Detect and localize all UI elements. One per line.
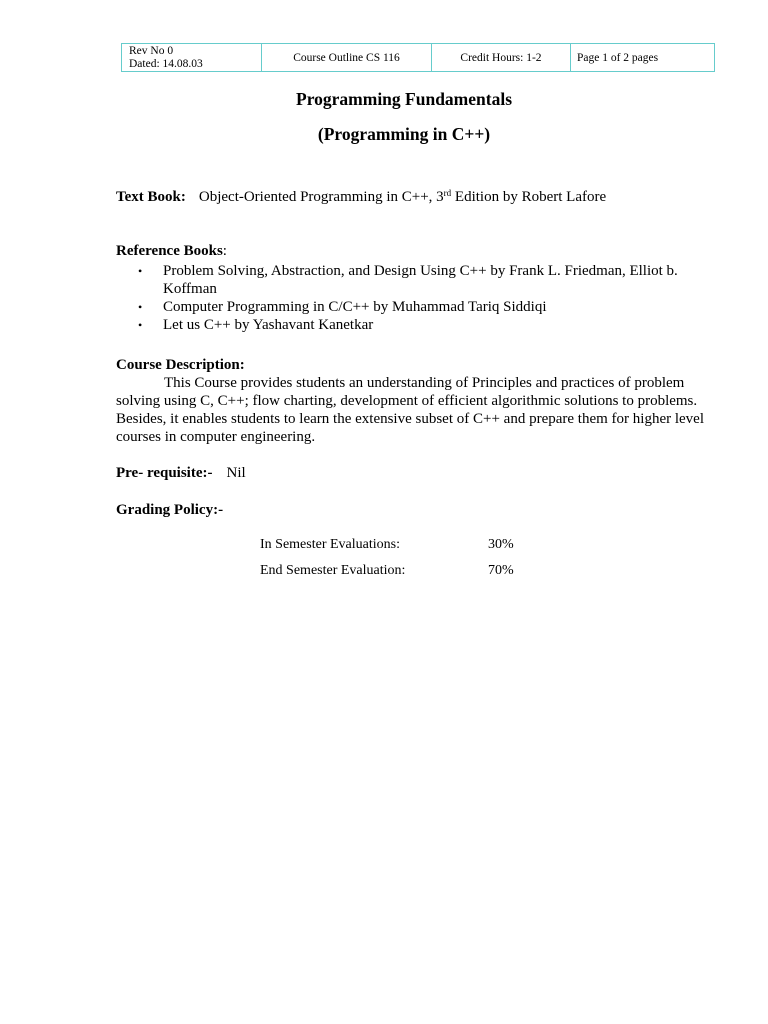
- reference-book-text: Computer Programming in C/C++ by Muhammad Tariq Siddiqi: [163, 299, 547, 315]
- reference-books-colon: :: [222, 243, 227, 259]
- grading-row-value: 70%: [488, 563, 514, 578]
- page-title: Programming Fundamentals: [296, 89, 512, 109]
- grading-row-label: In Semester Evaluations:: [260, 537, 400, 552]
- reference-books-heading: [116, 242, 706, 260]
- text-book-value-rest: Edition by Robert Lafore: [451, 189, 607, 205]
- grading-row: [260, 563, 560, 579]
- list-item: [116, 298, 716, 316]
- text-book-edition-sup: rd: [443, 188, 452, 198]
- header-page-cell: [571, 44, 714, 71]
- reference-books-list: [116, 262, 716, 334]
- header-course-cell: [262, 44, 432, 71]
- bullet-icon: •: [138, 300, 143, 314]
- header-rev-cell: [122, 44, 262, 71]
- prerequisite-value: Nil: [226, 465, 246, 481]
- reference-book-text: Problem Solving, Abstraction, and Design Using C++ by Frank L. Friedman, Elliot b. Koffman: [163, 263, 678, 297]
- text-book-label: Text Book:: [116, 189, 186, 205]
- course-outline: Course Outline CS 116: [293, 51, 400, 64]
- list-item: [116, 262, 716, 298]
- header-table: [121, 43, 715, 72]
- reference-books-label: Reference Books: [116, 243, 223, 259]
- page-info: Page 1 of 2 pages: [577, 51, 659, 64]
- rev-no: Rev No 0: [129, 44, 174, 57]
- grading-policy-heading: Grading Policy:-: [116, 502, 224, 518]
- course-description-text: This Course provides students an understanding of Principles and practices of problem solving using C, C++; flow charting, development of efficient algorithmic solutions to problems. Besides, it enables students to learn the extensive subset of C++ and prepare them for higher level courses in computer engineering.: [116, 375, 705, 445]
- reference-book-text: Let us C++ by Yashavant Kanetkar: [163, 317, 374, 333]
- dated: Dated: 14.08.03: [129, 57, 203, 70]
- text-book-line: [116, 188, 706, 206]
- grading-row-value: 30%: [488, 537, 514, 552]
- credit-hours: Credit Hours: 1-2: [460, 51, 542, 64]
- header-credit-cell: [432, 44, 571, 71]
- page-subtitle: (Programming in C++): [317, 124, 491, 144]
- bullet-icon: •: [138, 264, 143, 278]
- prerequisite-line: [116, 464, 706, 482]
- text-book-value: Object-Oriented Programming in C++, 3: [198, 189, 444, 205]
- grading-row: [260, 537, 560, 553]
- list-item: [116, 316, 716, 334]
- grading-row-label: End Semester Evaluation:: [260, 563, 406, 578]
- course-description-heading: Course Description:: [116, 357, 245, 373]
- prerequisite-label: Pre- requisite:-: [116, 465, 213, 481]
- bullet-icon: •: [138, 318, 143, 332]
